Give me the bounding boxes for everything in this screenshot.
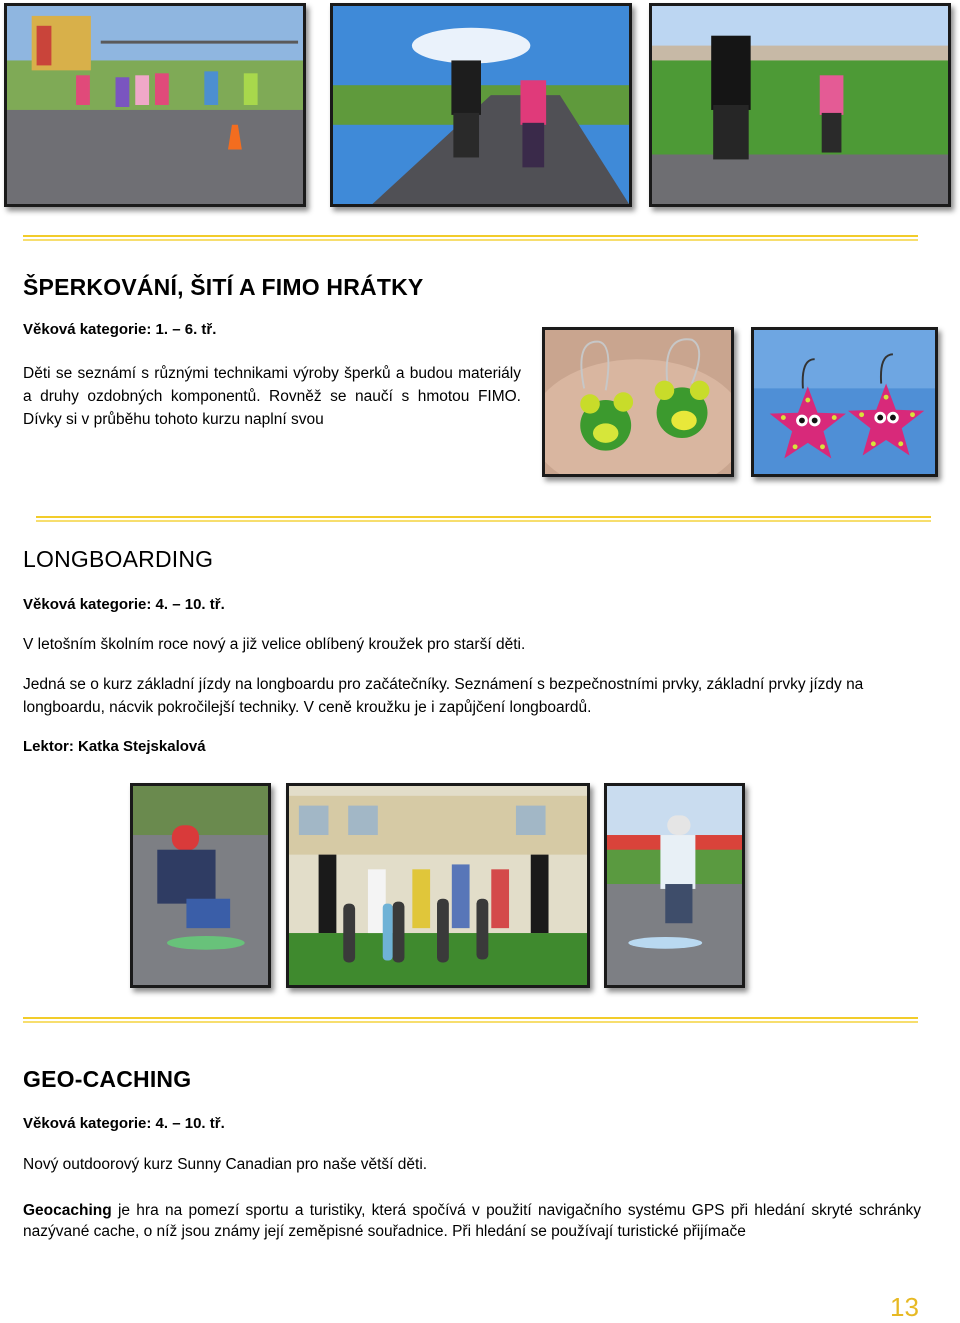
geocaching-description	[23, 1200, 921, 1242]
inline-skating-park-photo	[649, 3, 951, 207]
longboarding-description: Jedná se o kurz základní jízdy na longboardu pro začátečníky. Seznámení s bezpečnostními prvky, základní prvky jízdy na longboardu, nácvik pokročilejší techniky. V ceně kroužku je i zapůjčení longboardů.	[23, 676, 864, 716]
geocaching-term: Geocaching	[23, 1202, 112, 1219]
section-divider	[36, 516, 931, 522]
jewelry-description: Děti se seznámí s různými technikami výroby šperků a budou materiály a druhy ozdobných komponentů. Rovněž se naučí s hmotou FIMO. Dívky si v průběhu tohoto kurzu naplní svou	[23, 365, 521, 428]
inline-skating-kids-photo	[4, 3, 306, 207]
age-category-longboarding: Věková kategorie: 4. – 10. tř.	[23, 596, 225, 613]
section-title-jewelry: ŠPERKOVÁNÍ, ŠITÍ A FIMO HRÁTKY	[23, 274, 424, 300]
page-number: 13	[890, 1292, 919, 1322]
longboard-crouching-boy-photo	[130, 783, 271, 988]
inline-skating-instructor-photo	[330, 3, 632, 207]
geocaching-intro: Nový outdoorový kurz Sunny Canadian pro naše větší děti.	[23, 1156, 428, 1173]
section-divider	[23, 235, 918, 241]
age-category-jewelry: Věková kategorie: 1. – 6. tř.	[23, 321, 217, 338]
fimo-frog-earrings-photo	[542, 327, 734, 477]
longboarding-intro: V letošním školním roce nový a již velice oblíbený kroužek pro starší děti.	[23, 636, 526, 653]
longboard-riding-boy-photo	[604, 783, 745, 988]
geocaching-text: je hra na pomezí sportu a turistiky, která spočívá v použití navigačního systému GPS při hledání skryté schránky nazývané cache, o níž jsou známy její zeměpisné souřadnice. Při hledání se používají turistické přijímače	[23, 1202, 921, 1240]
section-title-longboarding: LONGBOARDING	[23, 546, 214, 572]
longboarding-lector: Lektor: Katka Stejskalová	[23, 738, 206, 755]
fimo-starfish-earrings-photo	[751, 327, 938, 477]
section-divider	[23, 1017, 918, 1023]
age-category-geocaching: Věková kategorie: 4. – 10. tř.	[23, 1115, 225, 1132]
section-title-geocaching: GEO-CACHING	[23, 1066, 192, 1092]
longboard-group-photo	[286, 783, 590, 988]
